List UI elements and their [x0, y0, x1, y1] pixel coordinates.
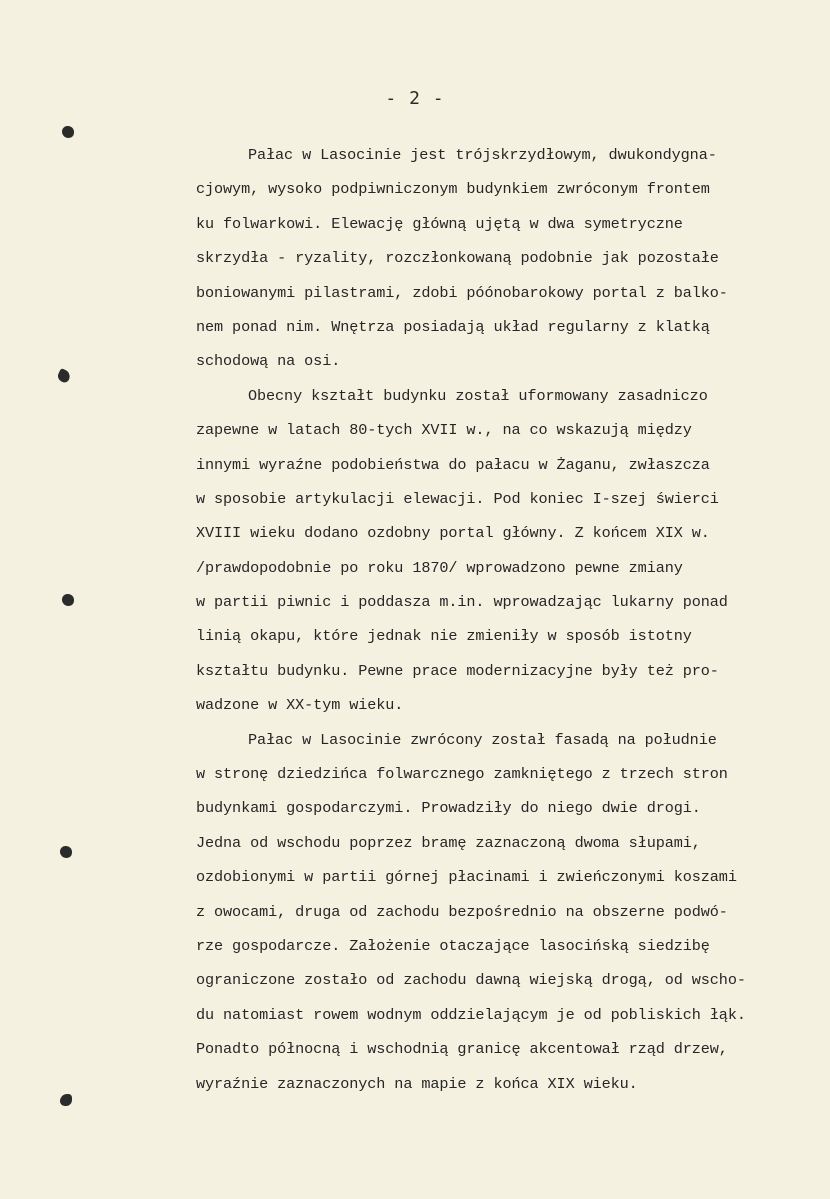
- text-line: schodową na osi.: [196, 352, 341, 371]
- text-line: boniowanymi pilastrami, zdobi póónobarokowy portal z balko-: [196, 283, 728, 302]
- text-line: w partii piwnic i poddasza m.in. wprowadzając lukarny ponad: [196, 593, 728, 612]
- text-line: w sposobie artykulacji elewacji. Pod koniec I-szej świerci: [196, 489, 719, 508]
- text-line: Jedna od wschodu poprzez bramę zaznaczoną dwoma słupami,: [196, 833, 701, 852]
- text-line: zapewne w latach 80-tych XVII w., na co wskazują między: [196, 421, 692, 440]
- text-line: skrzydła - ryzality, rozczłonkowaną podobnie jak pozostałe: [196, 249, 719, 268]
- punch-hole-mark: [62, 126, 74, 138]
- text-line: Ponadto północną i wschodnią granicę akcentował rząd drzew,: [196, 1040, 728, 1059]
- punch-hole-mark: [62, 594, 74, 606]
- text-line: ozdobionymi w partii górnej płacinami i zwieńczonymi koszami: [196, 868, 737, 887]
- text-line: XVIII wieku dodano ozdobny portal główny. Z końcem XIX w.: [196, 524, 710, 543]
- punch-hole-mark: [56, 368, 72, 384]
- text-line: z owocami, druga od zachodu bezpośrednio na obszerne podwó-: [196, 902, 728, 921]
- text-line: ku folwarkowi. Elewację główną ujętą w dwa symetryczne: [196, 214, 683, 233]
- text-line: wyraźnie zaznaczonych na mapie z końca XIX wieku.: [196, 1074, 638, 1093]
- body-text: [196, 138, 826, 1101]
- text-line: rze gospodarcze. Założenie otaczające lasocińską siedzibę: [196, 936, 710, 955]
- text-line: linią okapu, które jednak nie zmieniły w sposób istotny: [196, 627, 692, 646]
- page-number: - 2 -: [385, 88, 445, 109]
- text-line: budynkami gospodarczymi. Prowadziły do niego dwie drogi.: [196, 799, 701, 818]
- text-line: kształtu budynku. Pewne prace modernizacyjne były też pro-: [196, 661, 719, 680]
- punch-hole-mark: [60, 846, 72, 858]
- text-line: Pałac w Lasocinie jest trójskrzydłowym, dwukondygna-: [248, 146, 717, 164]
- text-line: Pałac w Lasocinie zwrócony został fasadą na południe: [248, 730, 717, 749]
- text-line: ograniczone zostało od zachodu dawną wiejską drogą, od wscho-: [196, 971, 746, 990]
- text-line: Obecny kształt budynku został uformowany zasadniczo: [248, 386, 708, 405]
- text-line: du natomiast rowem wodnym oddzielającym je od pobliskich łąk.: [196, 1005, 746, 1024]
- text-line: innymi wyraźne podobieństwa do pałacu w Żaganu, zwłaszcza: [196, 455, 710, 474]
- punch-hole-mark: [60, 1094, 72, 1106]
- text-line: w stronę dziedzińca folwarcznego zamkniętego z trzech stron: [196, 765, 728, 784]
- text-line: nem ponad nim. Wnętrza posiadają układ regularny z klatką: [196, 317, 710, 336]
- text-line: /prawdopodobnie po roku 1870/ wprowadzono pewne zmiany: [196, 558, 683, 577]
- text-line: wadzone w XX-tym wieku.: [196, 696, 404, 715]
- text-line: cjowym, wysoko podpiwniczonym budynkiem zwróconym frontem: [196, 180, 710, 199]
